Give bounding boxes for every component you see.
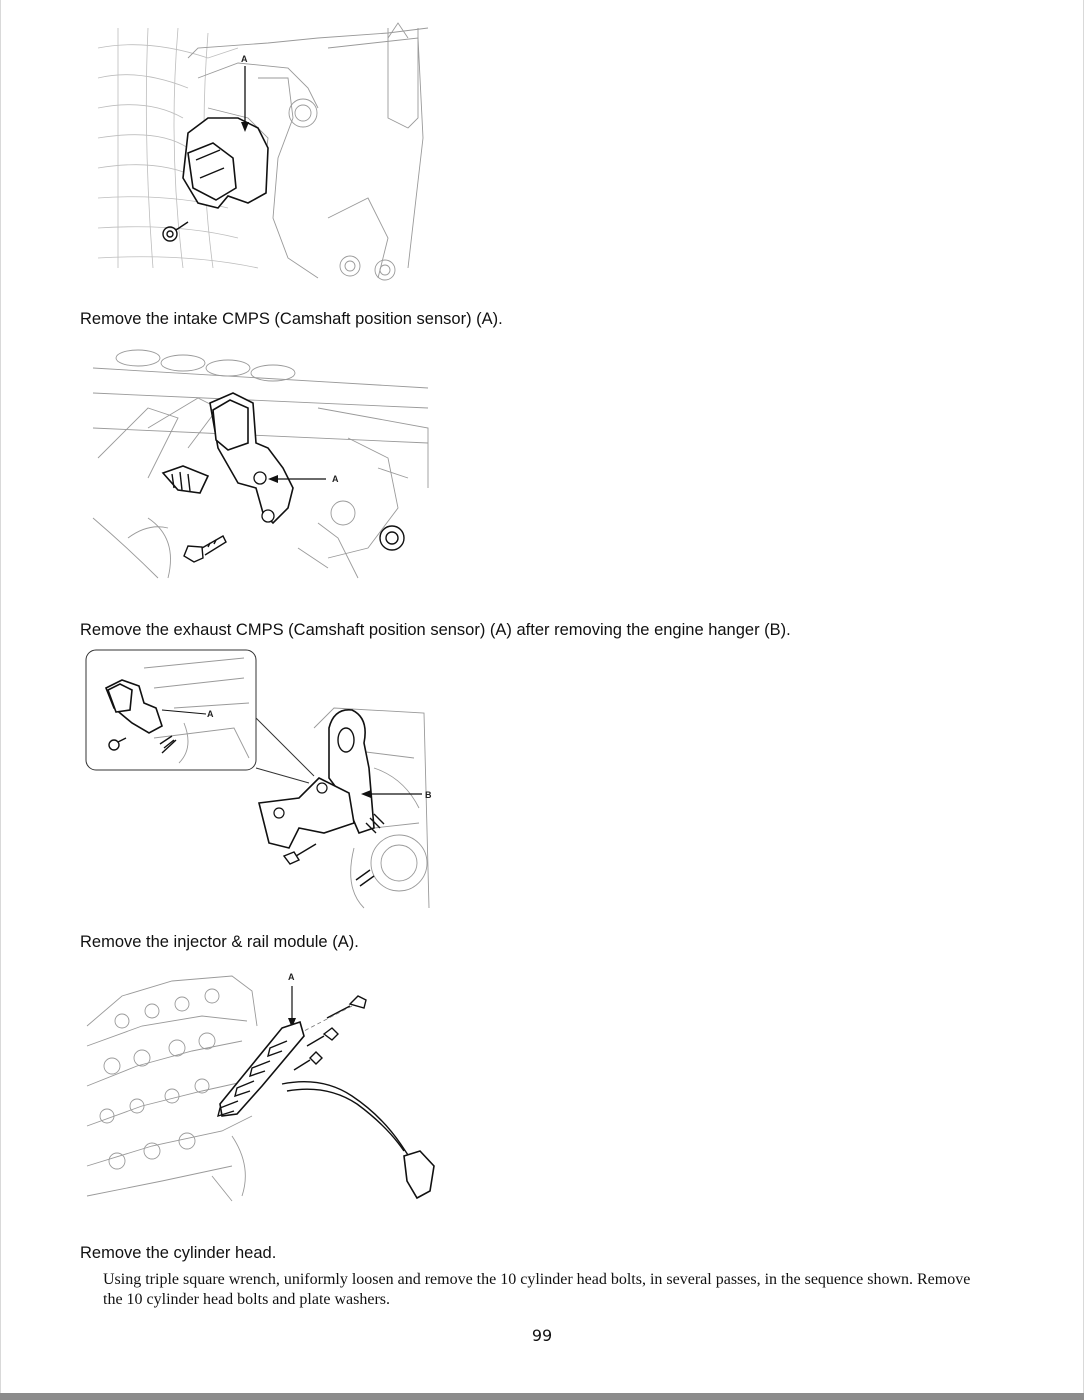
page-number: 99	[531, 1326, 553, 1345]
step-remove-cylinder-head: Remove the cylinder head.	[80, 1244, 277, 1262]
step-remove-intake-cmps: Remove the intake CMPS (Camshaft position sensor) (A).	[80, 310, 503, 328]
callout-label: B	[425, 790, 432, 800]
step-remove-exhaust-cmps: Remove the exhaust CMPS (Camshaft position sensor) (A) after removing the engine hanger (B).	[80, 621, 791, 639]
figure-engine-hanger	[84, 648, 444, 910]
instruction-paragraph: Using triple square wrench, uniformly loosen and remove the 10 cylinder head bolts, in several passes, in the sequence shown. Remove the 10 cylinder head bolts and plate washers.	[103, 1271, 971, 1308]
figure-injector-rail-module	[82, 966, 442, 1216]
figure-exhaust-cmps	[88, 348, 433, 583]
callout-label: A	[207, 709, 214, 719]
callout-label: A	[332, 474, 339, 484]
callout-label: A	[288, 972, 295, 982]
step-remove-injector-rail: Remove the injector & rail module (A).	[80, 933, 359, 951]
bottom-scroll-edge	[0, 1393, 1084, 1400]
figure-intake-cmps-location	[88, 18, 438, 283]
callout-label: A	[241, 54, 248, 64]
